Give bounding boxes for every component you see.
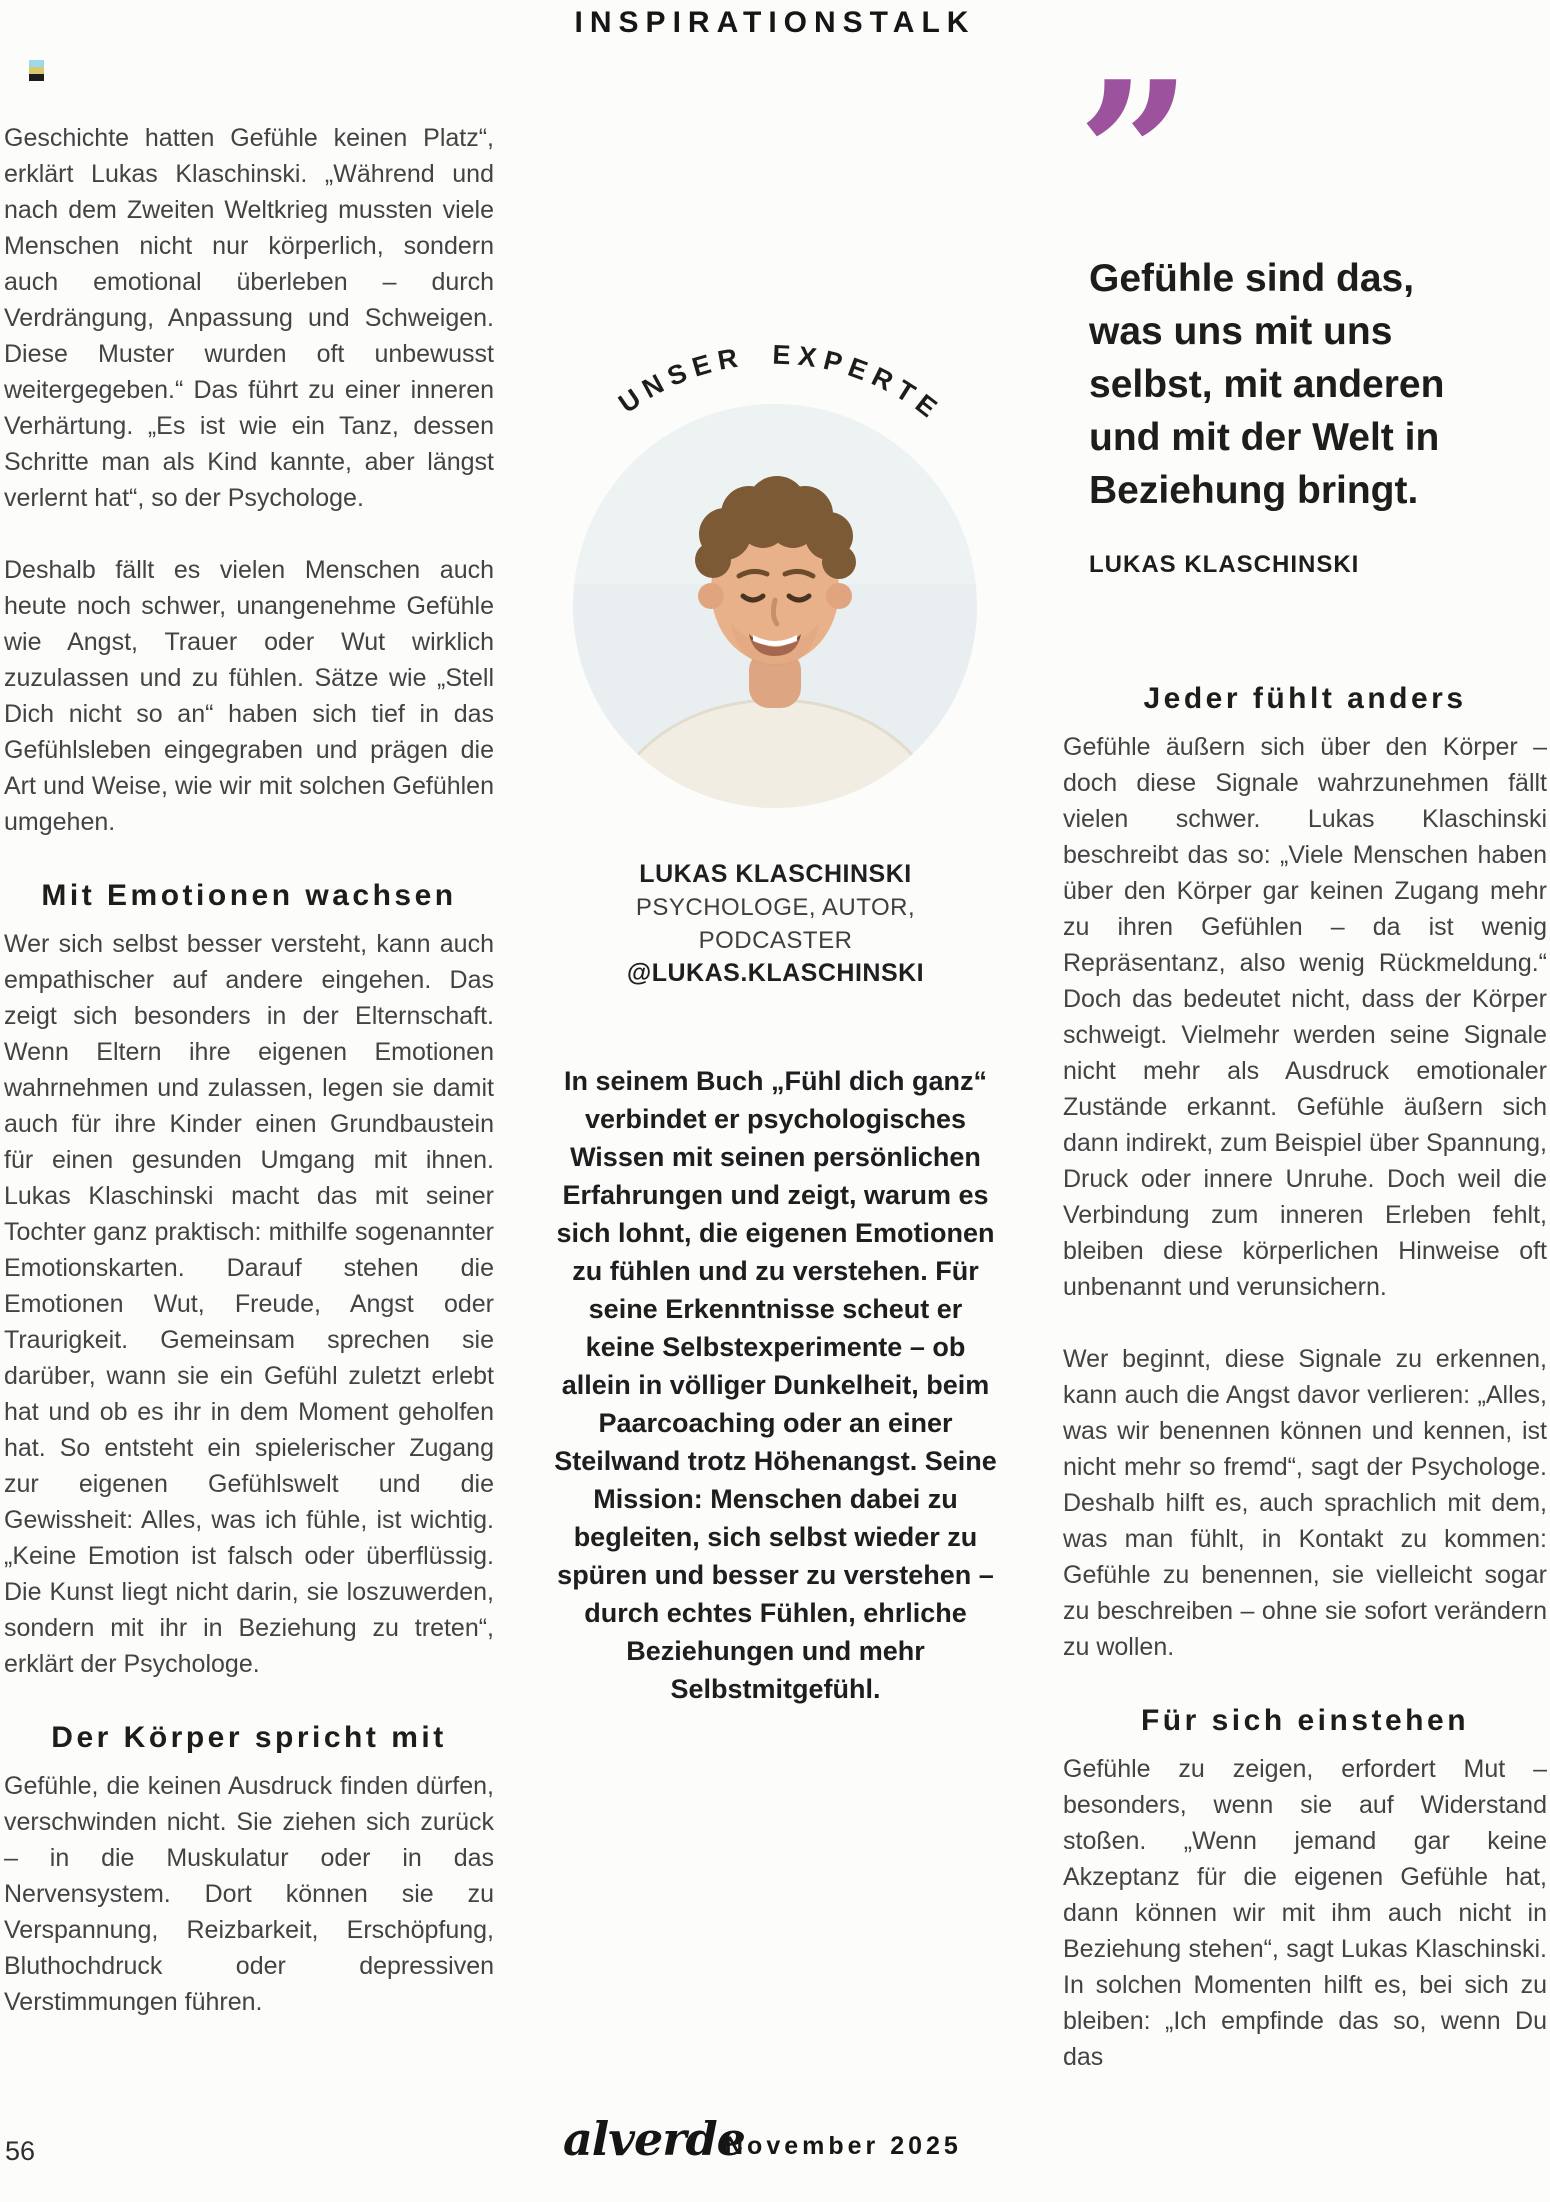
pull-quote: Gefühle sind das, was uns mit uns selbst, mit anderen und mit der Welt in Beziehung bringt. [1089,257,1445,512]
paragraph: Gefühle äußern sich über den Körper – doch diese Signale wahrzunehmen fällt vielen schwer. Lukas Klaschinski beschreibt das so: „Viele Menschen haben über den Körper gar keinen Zugang mehr zu ihren Gefühlen – da ist wenig Repräsentanz, also wenig Rückmeldung.“ Doch das bedeutet nicht, dass der Körper schweigt. Vielmehr werden seine Signale nicht mehr als Ausdruck emotionaler Zustände erkannt. Gefühle äußern sich dann indirekt, zum Beispiel über Spannung, Druck oder innere Unruhe. Doch weil die Verbindung zum inneren Erleben fehlt, bleiben diese körperlichen Hinweise oft unbenannt und verunsichern. [1063,733,1547,1301]
left-column [4,120,494,2056]
paragraph: Gefühle, die keinen Ausdruck finden dürfen, verschwinden nicht. Sie ziehen sich zurück – in die Muskulatur oder in das Nervensystem. Dort können sie zu Verspannung, Reizbarkeit, Erschöpfung, Bluthochdruck oder depressiven Verstimmungen führen. [4,1772,494,2016]
section-heading-mit-emotionen-wachsen: Mit Emotionen wachsen [41,879,457,912]
section-heading-fuer-sich-einstehen: Für sich einstehen [1140,1704,1470,1737]
paragraph: Geschichte hatten Gefühle keinen Platz“, erklärt Lukas Klaschinski. „Während und nach dem Zweiten Weltkrieg mussten viele Menschen nicht nur körperlich, sondern auch emotional überleben – durch Verdrängung, Anpassung und Schweigen. Diese Muster wurden oft unbewusst weitergegeben.“ Das führt zu einer inneren Verhärtung. „Es ist wie ein Tanz, dessen Schritte man als Kind kannte, aber längst verlernt hat“, so der Psychologe. [4,124,494,512]
portrait-illustration [573,404,977,818]
expert-caption [553,858,998,990]
issue-date: November 2025 [725,2132,962,2160]
magazine-logo: alverde [563,2112,745,2166]
expert-photo [553,338,998,818]
arc-label: UNSER EXPERTE [613,339,949,428]
page-number: 56 [5,2136,36,2166]
expert-name: LUKAS KLASCHINSKI [639,860,912,888]
paragraph: Gefühle zu zeigen, erfordert Mut – besonders, wenn sie auf Widerstand stoßen. „Wenn jemand gar keine Akzeptanz für die eigenen Gefühle hat, dann können wir mit ihm auch nicht in Beziehung stehen“, sagt Lukas Klaschinski. In solchen Momenten hilft es, bei sich zu bleiben: „Ich empfinde das so, wenn Du das [1063,1755,1547,2071]
quotation-marks-icon: ” [1077,38,1183,273]
section-heading-jeder-fuehlt-anders: Jeder fühlt anders [1143,682,1467,715]
expert-column [553,338,998,1735]
print-registration-mark [29,60,44,82]
paragraph: Wer beginnt, diese Signale zu erkennen, kann auch die Angst davor verlieren: „Alles, was wir benennen können und kennen, ist nicht mehr so fremd“, sagt der Psychologe. Deshalb hilft es, auch sprachlich mit dem, was man fühlt, in Kontakt zu kommen: Gefühle zu benennen, sie vielleicht sogar zu beschreiben – ohne sie sofort verändern zu wollen. [1063,1345,1547,1661]
expert-role-line1: PSYCHOLOGE, AUTOR, [635,894,916,921]
expert-social-handle: @LUKAS.KLASCHINSKI [626,959,925,987]
page-header-title: INSPIRATIONSTALK [574,6,976,39]
expert-role-line2: PODCASTER [698,927,853,954]
section-heading-der-koerper-spricht-mit: Der Körper spricht mit [51,1721,447,1754]
right-column [1063,38,1547,2111]
quote-attribution: LUKAS KLASCHINSKI [1089,551,1360,578]
paragraph: Wer sich selbst besser versteht, kann auch empathischer auf andere eingehen. Das zeigt sich besonders in der Elternschaft. Wenn Eltern ihre eigenen Emotionen wahrnehmen und zulassen, legen sie damit auch für ihre Kinder einen Grundbaustein für einen gesunden Umgang mit ihnen. Lukas Klaschinski macht das mit seiner Tochter ganz praktisch: mithilfe sogenannter Emotionskarten. Darauf stehen die Emotionen Wut, Freude, Angst oder Traurigkeit. Gemeinsam sprechen sie darüber, wann sie ein Gefühl zuletzt erlebt hat und ob es ihr in dem Moment geholfen hat. So entsteht ein spielerischer Zugang zur eigenen Gefühlswelt und die Gewissheit: Alles, was ich fühle, ist wichtig. „Keine Emotion ist falsch oder überflüssig. Die Kunst liegt nicht darin, sie loszuwerden, sondern mit ihr in Beziehung zu treten“, erklärt der Psychologe. [4,930,494,1678]
paragraph: Deshalb fällt es vielen Menschen auch heute noch schwer, unangenehme Gefühle wie Angst, Trauer oder Wut wirklich zuzulassen und zu fühlen. Sätze wie „Stell Dich nicht so an“ haben sich tief in das Gefühlsleben eingegraben und prägen die Art und Weise, wie wir mit solchen Gefühlen umgehen. [4,556,494,836]
expert-book-description: In seinem Buch „Fühl dich ganz“ verbindet er psychologisches Wissen mit seinen persönlichen Erfahrungen und zeigt, warum es sich lohnt, die eigenen Emotionen zu fühlen und zu verstehen. Für seine Erkenntnisse scheut er keine Selbstexperimente – ob allein in völliger Dunkelheit, beim Paarcoaching oder an einer Steilwand trotz Höhenangst. Seine Mission: Menschen dabei zu begleiten, sich selbst wieder zu spüren und besser zu verstehen – durch echtes Fühlen, ehrliche Beziehungen und mehr Selbstmitgefühl. [554,1066,997,1704]
